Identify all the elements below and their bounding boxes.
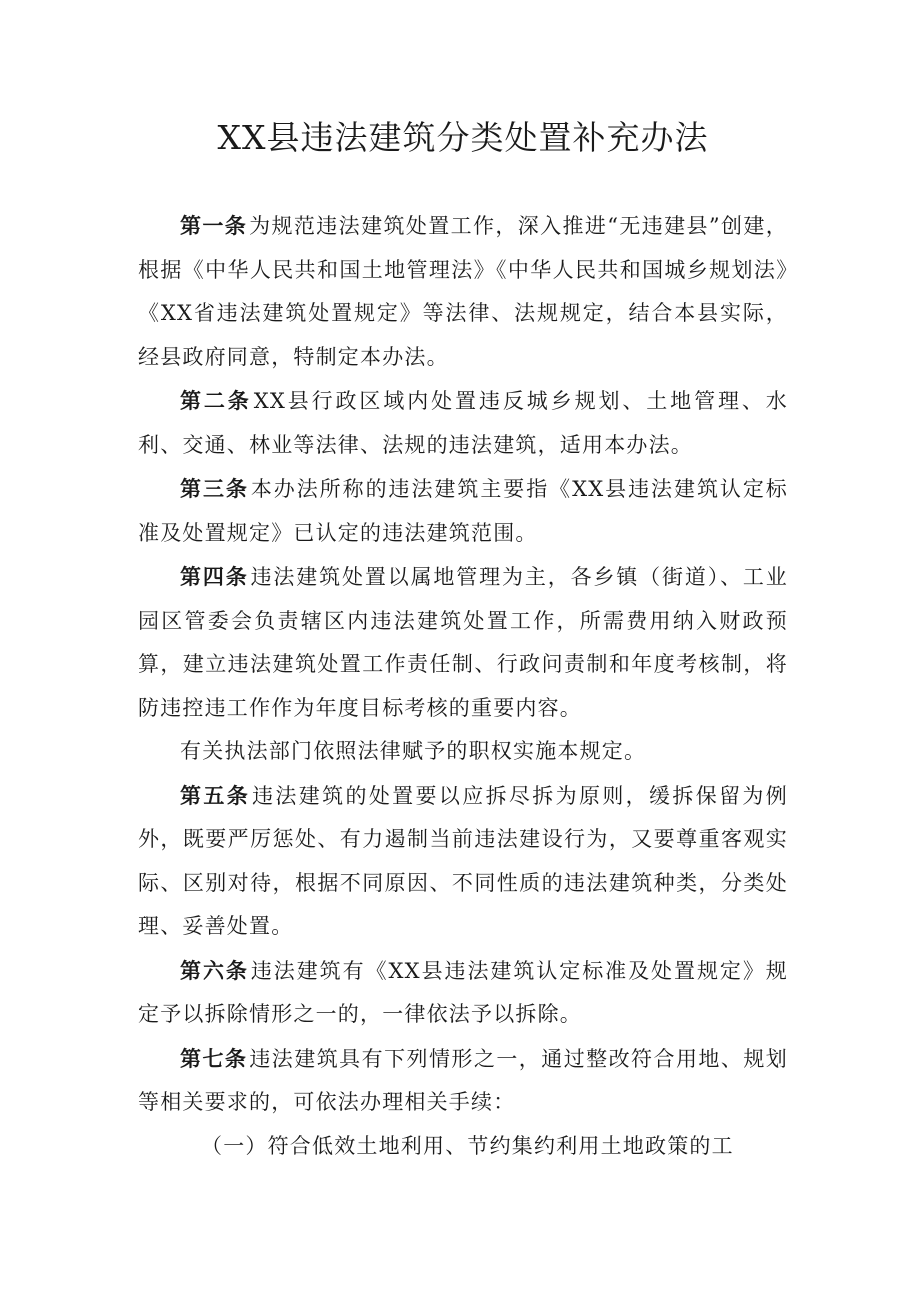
article-heading: 第五条: [180, 782, 251, 808]
article-5: [138, 774, 788, 949]
article-6: [138, 949, 788, 1037]
article-text: 违法建筑处置以属地管理为主，各乡镇（街道）、工业园区管委会负责辖区内违法建筑处置工作，所需费用纳入财政预算，建立违法建筑处置工作责任制、行政问责制和年度考核制，将防违控违工作作为年度目标考核的重要内容。: [138, 565, 788, 720]
document-title: XX县违法建筑分类处置补充办法: [217, 118, 709, 157]
article-heading: 第七条: [180, 1045, 248, 1071]
article-text: 有关执法部门依照法律赋予的职权实施本规定。: [180, 739, 647, 763]
article-text: 为规范违法建筑处置工作，深入推进“无违建县”创建，根据《中华人民共和国土地管理法》《中华人民共和国城乡规划法》《XX省违法建筑处置规定》等法律、法规规定，结合本县实际，经县政府同意，特制定本办法。: [138, 214, 788, 369]
article-7-item-1: [138, 1125, 788, 1169]
article-4: [138, 555, 788, 730]
article-text: 违法建筑的处置要以应拆尽拆为原则，缓拆保留为例外，既要严厉惩处、有力遏制当前违法建设行为，又要尊重客观实际、区别对待，根据不同原因、不同性质的违法建筑种类，分类处理、妥善处置。: [138, 783, 788, 938]
article-heading: 第一条: [180, 213, 248, 238]
article-text: 违法建筑具有下列情形之一，通过整改符合用地、规划等相关要求的，可依法办理相关手续：: [138, 1046, 788, 1114]
article-4-paragraph-2: [138, 730, 788, 774]
article-heading: 第六条: [180, 957, 249, 983]
article-3: [138, 467, 788, 555]
article-heading: 第二条: [180, 388, 252, 413]
article-2: [138, 379, 788, 467]
article-text: （一）符合低效土地利用、节约集约利用土地政策的工: [201, 1133, 734, 1158]
article-text: XX县行政区域内处置违反城乡规划、土地管理、水利、交通、林业等法律、法规的违法建筑，适用本办法。: [138, 389, 788, 457]
article-heading: 第四条: [180, 564, 249, 589]
article-text: 本办法所称的违法建筑主要指《XX县违法建筑认定标准及处置规定》已认定的违法建筑范围。: [138, 477, 788, 545]
article-text: 违法建筑有《XX县违法建筑认定标准及处置规定》规定予以拆除情形之一的，一律依法予以拆除。: [138, 958, 788, 1026]
article-heading: 第三条: [180, 476, 249, 501]
article-7: [138, 1037, 788, 1125]
article-1: [138, 204, 788, 379]
